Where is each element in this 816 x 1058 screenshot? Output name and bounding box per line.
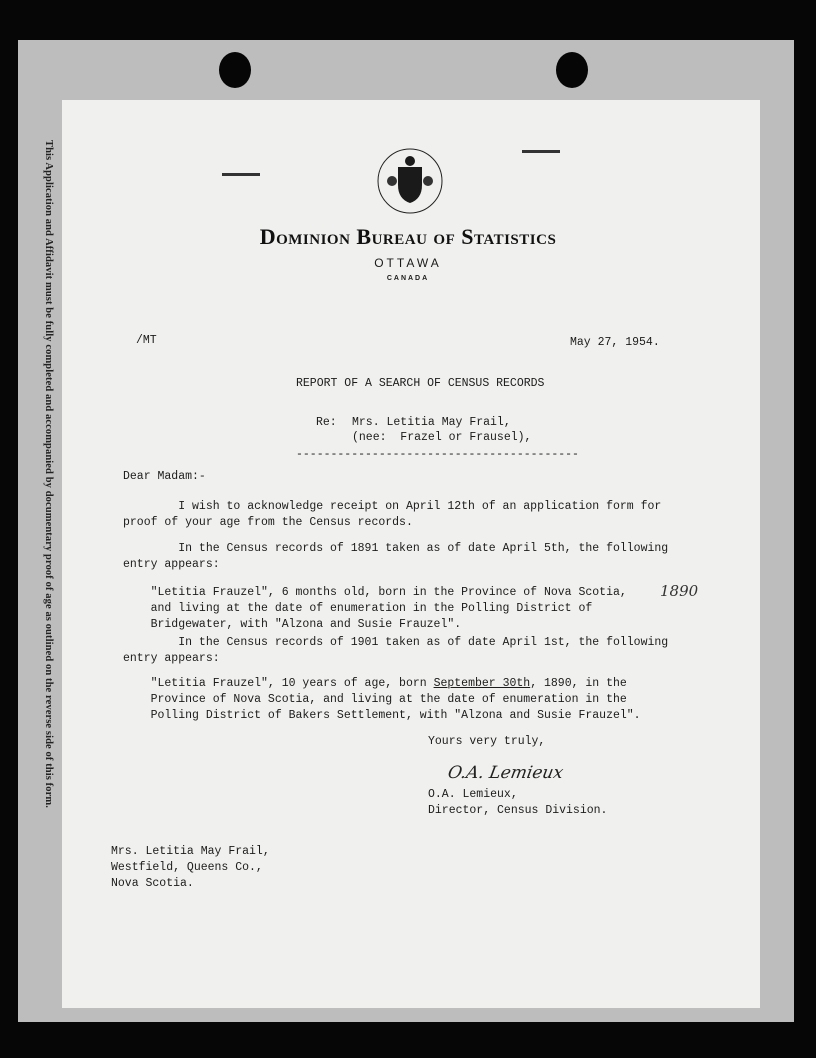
letterhead-title: Dominion Bureau of Statistics	[259, 224, 557, 249]
body-line: and living at the date of enumeration in the Polling District of	[123, 602, 593, 615]
body-line: In the Census records of 1901 taken as of date April 1st, the following	[123, 636, 669, 649]
body-line: I wish to acknowledge receipt on April 12th of an application form for	[123, 500, 662, 513]
salutation: Dear Madam:-	[123, 470, 206, 483]
handwritten-note: 1890	[660, 582, 699, 600]
address-line: Mrs. Letitia May Frail,	[111, 845, 270, 858]
side-note: This Application and Affidavit must be fully completed and accompanied by documentary proof of age as outlined on the reverse side of this form.	[43, 140, 54, 808]
body-text: , 1890, in the	[530, 677, 627, 690]
body-line: proof of your age from the Census records.	[123, 516, 413, 529]
re-rule: -----------------------------------------	[296, 448, 579, 461]
body-line: Province of Nova Scotia, and living at the date of enumeration in the	[123, 693, 627, 706]
signature: O.A. Lemieux	[446, 763, 565, 783]
address-line: Westfield, Queens Co.,	[111, 861, 263, 874]
punch-hole	[556, 52, 588, 88]
body-line: "Letitia Frauzel", 6 months old, born in the Province of Nova Scotia,	[123, 586, 627, 599]
mark	[522, 150, 560, 153]
letterhead-city: OTTAWA	[374, 256, 442, 270]
body-text: "Letitia Frauzel", 10 years of age, born	[123, 677, 434, 690]
body-line: Polling District of Bakers Settlement, with "Alzona and Susie Frauzel".	[123, 709, 641, 722]
birth-date-underlined: September 30th	[433, 677, 531, 690]
signer-name: O.A. Lemieux,	[428, 788, 518, 801]
re-label: Re:	[316, 416, 337, 429]
mark	[222, 173, 260, 176]
report-heading: REPORT OF A SEARCH OF CENSUS RECORDS	[296, 377, 545, 390]
coat-of-arms-seal	[376, 147, 444, 215]
letterhead-country: CANADA	[386, 275, 430, 282]
closing: Yours very truly,	[428, 735, 546, 748]
punch-hole	[219, 52, 251, 88]
re-nee: (nee: Frazel or Frausel),	[352, 431, 532, 444]
body-line: In the Census records of 1891 taken as of date April 5th, the following	[123, 542, 669, 555]
body-line: entry appears:	[123, 652, 220, 665]
reference-code: /MT	[136, 334, 157, 347]
letter-date: May 27, 1954.	[570, 336, 660, 349]
body-line: entry appears:	[123, 558, 220, 571]
re-name: Mrs. Letitia May Frail,	[352, 416, 511, 429]
signer-title: Director, Census Division.	[428, 804, 608, 817]
body-line: Bridgewater, with "Alzona and Susie Frauzel".	[123, 618, 462, 631]
address-line: Nova Scotia.	[111, 877, 194, 890]
body-line	[123, 677, 627, 691]
